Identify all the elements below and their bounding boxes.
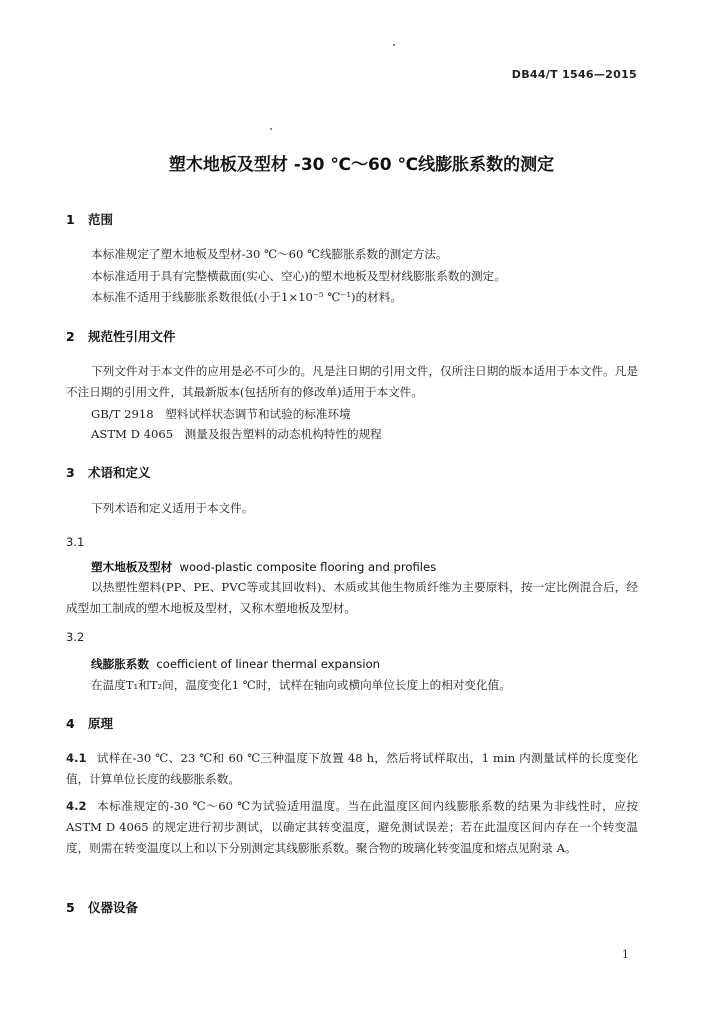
section-title: 仪器设备	[88, 900, 139, 915]
section-title: 原理	[88, 716, 114, 731]
term-english: coefficient of linear thermal expansion	[156, 657, 381, 671]
term-entry	[91, 559, 436, 575]
document-title: 塑木地板及型材 -30 ℃～60 ℃线膨胀系数的测定	[168, 155, 555, 175]
scan-speck	[393, 44, 395, 46]
page-number: 1	[622, 948, 629, 961]
section-number: 2	[66, 329, 75, 344]
section-1-heading	[66, 210, 113, 228]
paragraph: 下列术语和定义适用于本文件。	[91, 501, 254, 515]
term-name: 塑木地板及型材	[91, 560, 173, 574]
section-title: 范围	[88, 212, 114, 227]
paragraph: 本标准不适用于线膨胀系数很低(小于1×10⁻⁵ ℃⁻¹)的材料。	[91, 290, 402, 304]
paragraph: 本标准适用于具有完整横截面(实心、空心)的塑木地板及型材线膨胀系数的测定。	[91, 269, 506, 283]
clause-number: 4.1	[66, 751, 87, 765]
section-4-heading	[66, 714, 113, 732]
term-number: 3.1	[66, 535, 85, 549]
term-entry	[91, 656, 380, 672]
clause-text: 本标准规定的-30 ℃～60 ℃为试验适用温度。当在此温度区间内线膨胀系数的结果为非线性时，应按 ASTM D 4065 的规定进行初步测试，以确定其转变温度，避免测试误差；若在此温度区间内存在一个转变温度，则需在转变温度以上和以下分别测定其线膨胀系数。聚合物的玻璃化转变温度和熔点见附录 A。	[66, 799, 638, 855]
paragraph: 下列文件对于本文件的应用是必不可少的。凡是注日期的引用文件，仅所注日期的版本适用于本文件。凡是不注日期的引用文件，其最新版本(包括所有的修改单)适用于本文件。	[66, 364, 638, 399]
clause-text: 试样在-30 ℃、23 ℃和 60 ℃三种温度下放置 48 h，然后将试样取出，1 min 内测量试样的长度变化值，计算单位长度的线膨胀系数。	[66, 751, 638, 786]
clause-4-2	[66, 796, 638, 859]
section-title: 规范性引用文件	[88, 329, 176, 344]
scan-speck	[270, 128, 272, 130]
term-number: 3.2	[66, 630, 85, 644]
clause-4-1	[66, 748, 638, 790]
term-definition: 以热塑性塑料(PP、PE、PVC等或其回收料)、木质或其他生物质纤维为主要原料，按一定比例混合后，经成型加工制成的塑木地板及型材，又称木塑地板及型材。	[66, 580, 638, 615]
reference-item: GB/T 2918 塑料试样状态调节和试验的标准环境	[91, 407, 351, 421]
section-2-heading	[66, 327, 176, 345]
term-definition: 在温度T₁和T₂间，温度变化1 ℃时，试样在轴向或横向单位长度上的相对变化值。	[91, 678, 511, 692]
standard-number: DB44/T 1546—2015	[511, 68, 637, 81]
section-3-heading	[66, 463, 151, 481]
section-number: 3	[66, 465, 75, 480]
section-5-heading	[66, 898, 138, 916]
section-number: 5	[66, 900, 75, 915]
reference-item: ASTM D 4065 测量及报告塑料的动态机构特性的规程	[91, 427, 382, 441]
term-name: 线膨胀系数	[91, 657, 149, 671]
section-title: 术语和定义	[88, 465, 151, 480]
paragraph: 本标准规定了塑木地板及型材-30 ℃～60 ℃线膨胀系数的测定方法。	[91, 247, 448, 261]
clause-number: 4.2	[66, 799, 87, 813]
term-english: wood-plastic composite flooring and profiles	[179, 560, 437, 574]
section-number: 1	[66, 212, 75, 227]
section-number: 4	[66, 716, 75, 731]
